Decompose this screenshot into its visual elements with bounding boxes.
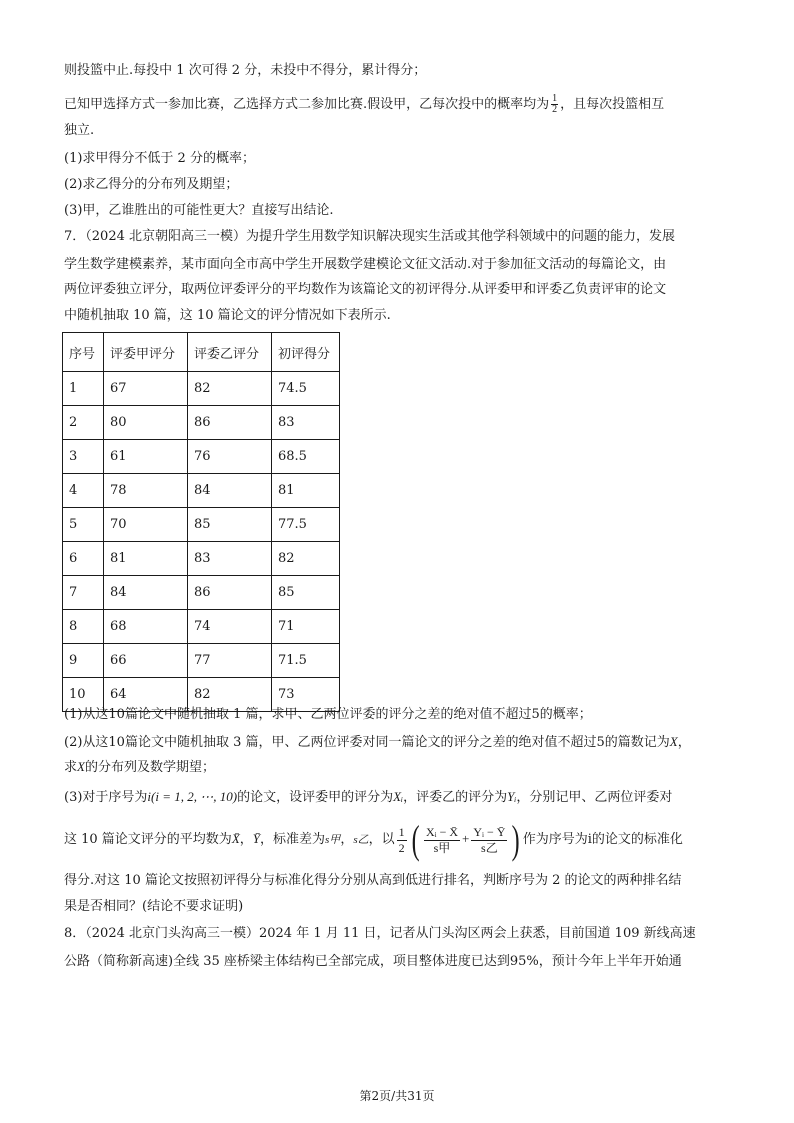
q2b-post: 的分布列及数学期望； bbox=[84, 760, 215, 775]
problem7-intro-line3: 两位评委独立评分，取两位评委评分的平均数作为该篇论文的初评得分.从评委甲和评委乙负责评审的论文 bbox=[64, 282, 667, 297]
q3b-sep: ， bbox=[340, 832, 354, 848]
cell-judge-b: 74 bbox=[188, 610, 272, 644]
table-row bbox=[63, 474, 340, 508]
cell-initial: 68.5 bbox=[272, 440, 340, 474]
cell-judge-b: 85 bbox=[188, 508, 272, 542]
formula-y-term bbox=[471, 825, 507, 856]
half-num: 1 bbox=[398, 824, 405, 839]
table-row bbox=[63, 508, 340, 542]
prev-question-2: (2)求乙得分的分布列及期望； bbox=[64, 177, 239, 192]
cell-serial: 10 bbox=[63, 678, 104, 712]
problem7-intro-line4: 中随机抽取 10 篇，这 10 篇论文的评分情况如下表所示. bbox=[64, 308, 391, 323]
cell-judge-b: 83 bbox=[188, 542, 272, 576]
cell-judge-b: 82 bbox=[188, 372, 272, 406]
problem7-intro-line1: 7．（2024 北京朝阳高三一模）为提升学生用数学知识解决现实生活或其他学科领域中的问题的能力，发展 bbox=[64, 229, 675, 244]
cell-judge-a: 67 bbox=[104, 372, 188, 406]
cell-serial: 9 bbox=[63, 644, 104, 678]
right-paren: ) bbox=[512, 817, 521, 863]
q3a-var-yi: Yᵢ bbox=[507, 789, 517, 804]
cell-judge-a: 68 bbox=[104, 610, 188, 644]
table-row bbox=[63, 440, 340, 474]
q3b-text-4: 作为序号为i的论文的标准化 bbox=[522, 832, 683, 848]
q3b-comma: ， bbox=[239, 832, 253, 848]
score-table bbox=[62, 332, 340, 712]
problem7-question-2a bbox=[64, 733, 730, 752]
fraction-denominator: 2 bbox=[552, 104, 558, 115]
cell-judge-a: 81 bbox=[104, 542, 188, 576]
cell-judge-a: 84 bbox=[104, 576, 188, 610]
problem7-question-3c: 得分.对这 10 篇论文按照初评得分与标准化得分分别从高到低进行排名，判断序号为 2 的论文的两种排名结 bbox=[64, 873, 682, 888]
cell-initial: 71.5 bbox=[272, 644, 340, 678]
cell-serial: 4 bbox=[63, 474, 104, 508]
problem7-intro-line2: 学生数学建模素养，某市面向全市高中学生开展数学建模论文征文活动.对于参加征文活动的每篇论文，由 bbox=[64, 257, 667, 272]
table-row bbox=[63, 372, 340, 406]
header-serial: 序号 bbox=[63, 333, 104, 372]
q3b-ybar: Ȳ bbox=[252, 831, 261, 847]
header-judge-b: 评委乙评分 bbox=[188, 333, 272, 372]
table-row bbox=[63, 406, 340, 440]
table-row bbox=[63, 576, 340, 610]
fraction-one-half bbox=[551, 94, 558, 115]
cell-judge-a: 64 bbox=[104, 678, 188, 712]
y-term-den: s乙 bbox=[481, 840, 498, 855]
cell-judge-a: 61 bbox=[104, 440, 188, 474]
problem8-line1: 8．（2024 北京门头沟高三一模）2024 年 1 月 11 日，记者从门头沟区两会上获悉，目前国道 109 新线高速 bbox=[64, 926, 696, 941]
prev-problem-line1: 则投篮中止.每投中 1 次可得 2 分，未投中不得分，累计得分； bbox=[64, 63, 427, 78]
problem8-line2: 公路（简称新高速)全线 35 座桥梁主体结构已全部完成，项目整体进度已达到95%，预计今年上半年开始通 bbox=[64, 954, 682, 969]
standardized-score-formula bbox=[395, 817, 523, 863]
left-paren: ( bbox=[411, 817, 420, 863]
q3a-text-1: (3)对于序号为 bbox=[64, 790, 148, 805]
cell-judge-b: 82 bbox=[188, 678, 272, 712]
cell-initial: 83 bbox=[272, 406, 340, 440]
q3b-text-1: 这 10 篇论文评分的平均数为 bbox=[64, 832, 232, 848]
page-footer: 第2页/共31页 bbox=[359, 1089, 435, 1103]
cell-initial: 77.5 bbox=[272, 508, 340, 542]
q3a-text-4: ，分别记甲、乙两位评委对 bbox=[516, 790, 673, 805]
cell-serial: 3 bbox=[63, 440, 104, 474]
prev-problem-line3: 独立. bbox=[64, 123, 95, 138]
cell-judge-a: 80 bbox=[104, 406, 188, 440]
cell-initial: 74.5 bbox=[272, 372, 340, 406]
prev-line2-text-a: 已知甲选择方式一参加比赛，乙选择方式二参加比赛.假设甲，乙每次投中的概率均为 bbox=[64, 97, 550, 112]
cell-judge-b: 86 bbox=[188, 576, 272, 610]
cell-judge-b: 86 bbox=[188, 406, 272, 440]
fraction-numerator: 1 bbox=[552, 93, 558, 104]
problem7-question-2b bbox=[64, 758, 730, 777]
q3a-range: (i = 1, 2, ⋯, 10) bbox=[151, 789, 238, 804]
cell-initial: 82 bbox=[272, 542, 340, 576]
formula-half bbox=[397, 825, 407, 856]
cell-initial: 81 bbox=[272, 474, 340, 508]
q3b-xbar: X̄ bbox=[231, 831, 240, 847]
table-row bbox=[63, 610, 340, 644]
header-initial-score: 初评得分 bbox=[272, 333, 340, 372]
table-row bbox=[63, 542, 340, 576]
q2a-end: ， bbox=[677, 735, 691, 750]
prev-line2-text-b: ，且每次投篮相互 bbox=[560, 97, 665, 112]
formula-plus: + bbox=[462, 831, 470, 846]
problem7-question-3a bbox=[64, 788, 730, 807]
cell-initial: 71 bbox=[272, 610, 340, 644]
prev-problem-line2 bbox=[64, 94, 730, 115]
q3b-s-yi: s乙 bbox=[353, 834, 369, 847]
prev-question-3: (3)甲，乙谁胜出的可能性更大？直接写出结论. bbox=[64, 203, 334, 218]
cell-judge-a: 78 bbox=[104, 474, 188, 508]
problem7-question-3d: 果是否相同？(结论不要求证明) bbox=[64, 899, 244, 914]
q3b-s-jia: s甲 bbox=[325, 834, 341, 847]
q3a-var-xi: Xᵢ bbox=[393, 789, 404, 804]
y-term-num: Yᵢ − Ȳ bbox=[473, 824, 506, 839]
q3b-text-3: ，以 bbox=[368, 832, 395, 848]
q2b-var-x: X bbox=[77, 759, 85, 774]
cell-serial: 5 bbox=[63, 508, 104, 542]
prev-question-1: (1)求甲得分不低于 2 分的概率； bbox=[64, 151, 255, 166]
cell-judge-b: 76 bbox=[188, 440, 272, 474]
q2a-text: (2)从这10篇论文中随机抽取 3 篇，甲、乙两位评委对同一篇论文的评分之差的绝对值不超过5的篇数记为 bbox=[64, 735, 670, 750]
table-header-row bbox=[63, 333, 340, 372]
cell-serial: 6 bbox=[63, 542, 104, 576]
x-term-den: s甲 bbox=[433, 840, 451, 855]
cell-initial: 73 bbox=[272, 678, 340, 712]
cell-initial: 85 bbox=[272, 576, 340, 610]
cell-judge-b: 77 bbox=[188, 644, 272, 678]
q3a-var-i: i bbox=[147, 789, 152, 804]
problem7-question-3b bbox=[64, 817, 730, 863]
x-term-num: Xᵢ − X̄ bbox=[425, 824, 459, 839]
cell-judge-a: 70 bbox=[104, 508, 188, 542]
cell-serial: 1 bbox=[63, 372, 104, 406]
q3a-text-3: ，评委乙的评分为 bbox=[403, 790, 508, 805]
half-den: 2 bbox=[398, 840, 405, 855]
cell-serial: 2 bbox=[63, 406, 104, 440]
cell-serial: 8 bbox=[63, 610, 104, 644]
cell-serial: 7 bbox=[63, 576, 104, 610]
q3a-text-2: 的论文，设评委甲的评分为 bbox=[237, 790, 394, 805]
formula-x-term bbox=[424, 825, 460, 856]
table-row bbox=[63, 644, 340, 678]
header-judge-a: 评委甲评分 bbox=[104, 333, 188, 372]
q2b-pre: 求 bbox=[64, 760, 78, 775]
cell-judge-a: 66 bbox=[104, 644, 188, 678]
q2a-var-x: X bbox=[669, 734, 678, 749]
q3b-text-2: ，标准差为 bbox=[260, 832, 326, 848]
problem7-question-1: (1)从这10篇论文中随机抽取 1 篇，求甲、乙两位评委的评分之差的绝对值不超过5的概率； bbox=[64, 707, 592, 722]
cell-judge-b: 84 bbox=[188, 474, 272, 508]
